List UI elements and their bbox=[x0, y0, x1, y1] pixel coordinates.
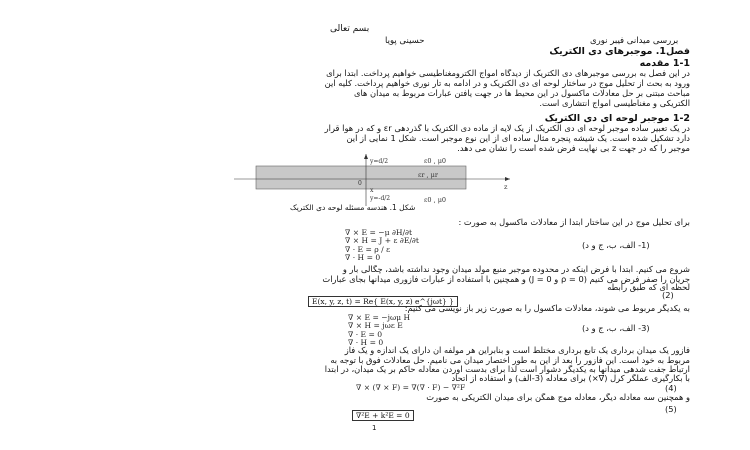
label-origin: 0 bbox=[358, 180, 362, 187]
equation-5-label: (5) bbox=[665, 404, 677, 414]
section-1-line: در این فصل به بررسی موجبرهای دی الکتریک از دیدگاه امواج الکترومغناطیسی خواهیم پرداخت. ابتدا برای bbox=[326, 69, 690, 78]
slab-waveguide-figure bbox=[228, 152, 518, 210]
label-bottom-y: y=-d/2 bbox=[370, 195, 391, 202]
paragraph: ارتباط جفت شدهی میدانها به یکدیگر دشوار است لذا برای بدست آوردن معادله حاکم بر یک میدان، در ابتدا bbox=[324, 365, 690, 374]
equation-1-label: (1- الف، ب، ج و د) bbox=[582, 240, 650, 250]
label-z: z bbox=[504, 183, 508, 191]
equation-2-label: (2) bbox=[662, 290, 674, 300]
bismillah: بسم تعالی bbox=[330, 24, 370, 34]
label-mid-region: εr , μr bbox=[418, 171, 439, 179]
equation-4: ∇ × (∇ × F) = ∇(∇ · F) − ∇²F bbox=[356, 383, 466, 392]
z-axis-arrow bbox=[505, 177, 510, 181]
equation-5-box bbox=[352, 403, 414, 422]
equation-line: ∇ × E = −jωμ H bbox=[348, 313, 411, 322]
equation-line: ∇ · H = 0 bbox=[345, 253, 381, 263]
equation-line: ∇ × E = −μ ∂H/∂t bbox=[345, 228, 413, 237]
chapter-title: فصل1. موجبرهای دی الکتریک bbox=[549, 46, 690, 57]
paragraph: و همچنین سه معادله دیگر، معادله موج همگن برای میدان الکتریکی به صورت bbox=[426, 393, 690, 402]
equation-2: E(x, y, z, t) = Re{ E(x, y, z) e^{jωt} } bbox=[308, 296, 458, 307]
equation-line: ∇ × H = jωε E bbox=[348, 321, 403, 331]
label-bottom-region: ε0 , μ0 bbox=[424, 196, 447, 204]
paragraph: برای تحلیل موج در این ساختار ابتدا از معادلات ماکسول به صورت : bbox=[458, 218, 690, 227]
paragraph: به یکدیگر مربوط می شوند، معادلات ماکسول را به صورت زیر باز نویسی می کنیم: bbox=[404, 304, 690, 313]
equation-3-label: (3- الف، ب، ج و د) bbox=[582, 323, 650, 333]
equation-line: ∇ × H = J + ε ∂E/∂t bbox=[345, 236, 419, 246]
section-1-line: مباحث مبتنی بر حل معادلات ماکسول در این محیط ها در جهت یافتن عبارات مربوط به میدان های bbox=[354, 89, 690, 98]
section-2-line: موجبر را که در جهت z بی نهایت فرض شده است را نشان می دهد. bbox=[457, 144, 690, 153]
page-number: 1 bbox=[372, 424, 377, 432]
authors: حسینی پویا bbox=[385, 36, 425, 46]
label-x: x bbox=[370, 187, 374, 194]
equation-4-label: (4) bbox=[665, 383, 677, 393]
y-axis-arrow bbox=[364, 154, 368, 159]
section-2-line: دارد تشکیل شده است. یک شیشه پنجره مثال ساده ای از این نوع موجبر است. شکل 1 نمایی از این bbox=[346, 134, 690, 143]
equation-5: ∇²E + k²E = 0 bbox=[352, 410, 414, 421]
section-2-line: در یک تعبیر ساده موجبر لوحه ای دی الکتریک از یک لایه از ماده دی الکتریک با گذردهی εr و که در هوا قرار bbox=[324, 124, 690, 133]
section-1-title: 1-1 مقدمه bbox=[639, 58, 690, 69]
doc-title: بررسی میدانی فیبر نوری bbox=[590, 36, 679, 46]
figure-caption: شکل 1. هندسه مسئله لوحه دی الکتریک bbox=[290, 203, 416, 212]
paragraph: لحظه ای که طبق رابطه bbox=[607, 283, 690, 292]
equation-line: ∇ · E = 0 bbox=[348, 329, 383, 339]
section-1-line: الکتریکی و مغناطیسی امواج انتشاری است. bbox=[539, 99, 690, 108]
paragraph: شروع می کنیم. ابتدا با فرض اینکه در محدوده موجبر منبع مولد میدان وجود نداشته باشد، چگالی بار و bbox=[342, 265, 690, 274]
label-top-region: ε0 , μ0 bbox=[424, 157, 447, 165]
label-top-y: y=d/2 bbox=[370, 158, 389, 165]
paragraph: جریان را صفر فرض می کنیم (ρ = 0 و J = 0) و همچنین با استفاده از عبارات فازوری میدانها بجای عبارات bbox=[322, 275, 690, 284]
section-2-title: 1-2 موجبر لوحه ای دی الکتریک bbox=[544, 113, 690, 124]
equation-line: ∇ · H = 0 bbox=[348, 338, 384, 348]
paragraph: مربوط به خود است. این فازور را بعد از این به طور اختصار میدان می نامیم. حل معادلات فوق با توجه به bbox=[330, 356, 690, 365]
paragraph: با بکارگیری عملگر کرل (∇×) برای معادله (3-الف) و استفاده از اتحاد bbox=[451, 374, 690, 383]
equation-3-block bbox=[348, 314, 410, 348]
section-1-line: ورود به بحث از تحلیل موج در ساختار لوحه ای دی الکتریک و در ادامه به تار نوری خواهیم پرداخت. کلیه این bbox=[324, 79, 690, 88]
equation-line: ∇ · E = ρ / ε bbox=[345, 244, 391, 254]
paragraph: فازور یک میدان برداری یک تابع برداری مختلط است و بنابراین هر مولفه آن دارای یک اندازه و یک فاز bbox=[344, 346, 690, 355]
equation-1-block bbox=[345, 229, 419, 263]
